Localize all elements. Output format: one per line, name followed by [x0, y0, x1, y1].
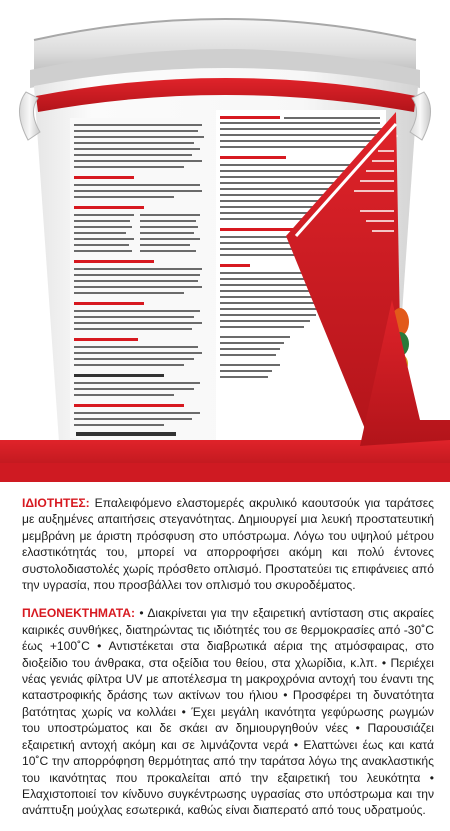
bullet-icon: •: [97, 639, 102, 654]
bullet-icon: •: [139, 606, 144, 621]
advantages-heading: ΠΛΕΟΝΕΚΤΗΜΑΤΑ:: [22, 606, 135, 621]
advantage-item: Περιέχει νέας γενιάς φίλτρα UV με αποτέλεσμα τη μακροχρόνια αντοχή του έναντι της καταστροφικής δράσης των ακτίνων του ήλιου: [22, 655, 434, 703]
bullet-icon: •: [429, 770, 434, 785]
advantage-item: Αντιστέκεται στα διαβρωτικά αέρια της ατμόσφαιρας, στο διοξείδιο του άνθρακα, στα οξείδια του θείου, στα χλωρίδια, κ.λπ.: [22, 639, 434, 670]
bullet-icon: •: [283, 688, 288, 703]
properties-heading: ΙΔΙΟΤΗΤΕΣ:: [22, 496, 90, 510]
bullet-icon: •: [293, 737, 299, 752]
advantage-item: Ελαττώνει έως και κατά 10˚C την απορρόφηση θερμότητας από την ταράτσα λόγω της ανακλαστικής του ικανότητας που προκαλείται από την εξαιρετική του λευκότητα: [22, 737, 434, 785]
description-text: [22, 495, 434, 831]
advantage-item: Έχει μεγάλη ικανότητα γεφύρωσης ρωγμών του υποστρώματος και δε σκάει αν δημιουργηθούν νέες: [22, 704, 434, 736]
properties-text: Επαλειφόμενο ελαστομερές ακρυλικό καουτσούκ για ταράτσες με αυξημένες απαιτήσεις στεγανότητας. Δημιουργεί μια λευκή προστατευτική μεμβράνη με άριστη πρόσφυση στο υπόστρωμα. Λόγω του υψηλού μέτρου ελαστικότητάς του, μπορεί να απορροφήσει ακόμη και πολύ έντονες συστολοδιαστολές χωρίς πρόσθετο οπλισμό. Προστατεύει τις επιφάνειες από την υγρασία, που προσβάλλει τον οπλισμό του σκυροδέματος.: [22, 496, 434, 593]
advantage-item: Διακρίνεται για την εξαιρετική αντίσταση στις ακραίες καιρικές συνθήκες, διατηρώντας τις ιδιότητές του σε θερμοκρασίες από -30˚C έως +100˚C: [22, 606, 434, 654]
advantage-item: Ελαχιστοποιεί τον κίνδυνο συγκέντρωσης υγρασίας στο υπόστρωμα και την ανάπτυξη μούχλας εσωτερικά, καθώς είναι διαπερατό από τους υδρατμούς.: [22, 786, 434, 818]
bullet-icon: •: [181, 704, 186, 719]
bullet-icon: •: [381, 655, 387, 670]
advantage-item: Προσφέρει τη δυνατότητα βατότητας χωρίς να κολλάει: [22, 688, 434, 719]
advantages-paragraph: [22, 605, 434, 818]
properties-paragraph: [22, 495, 434, 593]
advantage-item: Παρουσιάζει εξαιρετική αντοχή ακόμη και σε λιμνάζοντα νερά: [22, 721, 434, 752]
bullet-icon: •: [355, 721, 360, 736]
